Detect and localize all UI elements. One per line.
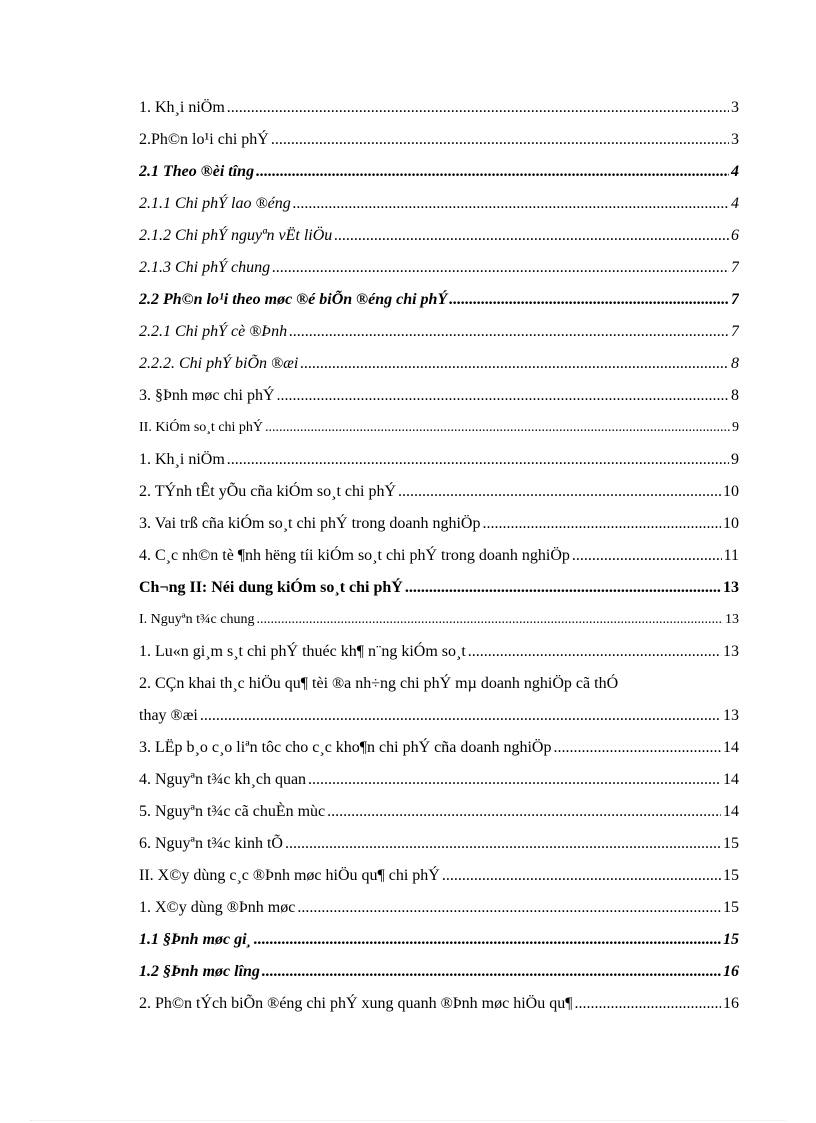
toc-entry-leader [293,188,729,220]
toc-entry[interactable] [139,764,739,796]
toc-entry[interactable] [139,796,739,828]
toc-entry-leader [277,380,729,412]
toc-entry-leader [327,796,721,828]
toc-entry-leader [271,124,729,156]
toc-entry-title: Ch¬ng II: Néi dung kiÓm so¸t chi phÝ [139,579,403,596]
toc-entry-title: 2. CÇn khai th¸c hiÖu qu¶ tèi ®a nh÷ng chi phÝ mµ doanh nghiÖp cã thÓ [139,675,619,692]
toc-entry-leader [227,444,729,476]
toc-entry-title: 1. Kh¸i niÖm [139,99,225,116]
toc-entry-title: I. Nguyªn t¾c chung [139,612,255,627]
toc-entry-leader [262,956,721,988]
toc-entry-title: 2.2 Ph©n lo¹i theo møc ®é biÕn ®éng chi phÝ [139,291,448,308]
toc-entry[interactable] [139,412,739,444]
toc-entry-title: 1.1 §Þnh møc gi¸ [139,931,252,948]
toc-entry-title: 4. C¸c nh©n tè ¶nh hëng tíi kiÓm so¸t chi phÝ trong doanh nghiÖp [139,547,570,564]
toc-entry-page-number: 7 [731,323,739,340]
toc-entry-page-number: 10 [723,483,739,500]
toc-entry[interactable] [139,732,739,764]
toc-entry-page-number: 15 [723,899,739,916]
toc-entry[interactable] [139,348,739,380]
toc-entry[interactable] [139,220,739,252]
toc-entry-page-number: 3 [731,99,739,116]
toc-entry[interactable] [139,700,739,732]
toc-entry-page-number: 15 [723,931,739,948]
toc-entry-leader [256,604,723,636]
toc-entry-title: 2.2.1 Chi phÝ cè ®Þnh [139,323,288,340]
toc-entry-leader [334,220,729,252]
toc-entry-title: 2. Ph©n tÝch biÕn ®éng chi phÝ xung quanh ®Þnh møc hiÖu qu¶ [139,995,573,1012]
toc-entry-title: 1. Lu«n gi¸m s¸t chi phÝ thuéc kh¶ n¨ng kiÓm so¸t [139,643,466,660]
toc-entry-title: II. X©y dùng c¸c ®Þnh møc hiÖu qu¶ chi phÝ [139,867,440,884]
toc-entry-leader [256,156,729,188]
toc-entry-leader [398,476,721,508]
toc-entry-leader [285,828,721,860]
toc-entry[interactable] [139,572,739,604]
toc-entry[interactable] [139,924,739,956]
toc-entry-leader [574,988,721,1020]
toc-entry-page-number: 4 [731,163,739,180]
toc-entry[interactable] [139,540,739,572]
toc-entry-leader [482,508,721,540]
toc-entry-page-number: 11 [723,547,739,564]
toc-entry-page-number: 8 [731,355,739,372]
toc-entry-page-number: 8 [731,387,739,404]
toc-entry[interactable] [139,316,739,348]
toc-entry-leader [289,316,729,348]
toc-entry-page-number: 3 [731,131,739,148]
toc-entry-leader [200,700,721,732]
toc-entry-page-number: 13 [723,579,739,596]
toc-entry-title: thay ®æi [139,707,198,724]
toc-entry-page-number: 14 [723,771,739,788]
toc-entry[interactable] [139,828,739,860]
table-of-contents [139,92,739,1020]
toc-entry-page-number: 16 [723,995,739,1012]
toc-entry-page-number: 4 [731,195,739,212]
toc-entry[interactable] [139,476,739,508]
toc-entry[interactable] [139,860,739,892]
toc-entry[interactable] [139,444,739,476]
toc-entry[interactable] [139,668,739,700]
toc-entry-page-number: 10 [723,515,739,532]
toc-entry-title: 3. Vai trß cña kiÓm so¸t chi phÝ trong doanh nghiÖp [139,515,481,532]
toc-entry-title: 2.1 Theo ®èi tîng [139,163,255,180]
toc-entry-title: 3. §Þnh møc chi phÝ [139,387,275,404]
toc-entry[interactable] [139,988,739,1020]
toc-entry-page-number: 15 [723,835,739,852]
toc-entry-title: 1. X©y dùng ®Þnh møc [139,899,296,916]
toc-entry-leader [297,892,721,924]
toc-entry[interactable] [139,956,739,988]
toc-entry-leader [572,540,722,572]
toc-entry-page-number: 9 [731,451,739,468]
toc-entry[interactable] [139,124,739,156]
toc-entry-title: 2.Ph©n lo¹i chi phÝ [139,131,269,148]
toc-entry-leader [468,636,721,668]
toc-entry[interactable] [139,156,739,188]
toc-entry[interactable] [139,380,739,412]
toc-entry-page-number: 14 [723,803,739,820]
toc-entry-title: 2.1.2 Chi phÝ nguyªn vËt liÖu [139,227,333,244]
toc-entry-title: 3. LËp b¸o c¸o liªn tôc cho c¸c kho¶n chi phÝ cña doanh nghiÖp [139,739,552,756]
toc-entry-title: 1.2 §Þnh møc lîng [139,963,260,980]
toc-entry-title: 4. Nguyªn t¾c kh¸ch quan [139,771,307,788]
toc-entry-page-number: 13 [723,643,739,660]
toc-entry-title: 2.2.2. Chi phÝ biÕn ®æi [139,355,299,372]
toc-entry-leader [227,92,729,124]
toc-entry[interactable] [139,604,739,636]
toc-entry-page-number: 6 [731,227,739,244]
toc-entry-leader [442,860,721,892]
toc-entry[interactable] [139,92,739,124]
toc-entry-title: II. KiÓm so¸t chi phÝ [139,420,264,435]
toc-entry[interactable] [139,252,739,284]
toc-entry-page-number: 14 [723,739,739,756]
toc-entry-page-number: 7 [731,259,739,276]
toc-entry-leader [308,764,721,796]
toc-entry-title: 6. Nguyªn t¾c kinh tÕ [139,835,283,852]
toc-entry[interactable] [139,636,739,668]
toc-entry-leader [272,252,729,284]
toc-entry-title: 2.1.1 Chi phÝ lao ®éng [139,195,291,212]
toc-entry[interactable] [139,508,739,540]
toc-entry-leader [553,732,721,764]
toc-entry-page-number: 15 [723,867,739,884]
toc-entry-page-number: 9 [732,420,739,435]
toc-entry-leader [449,284,729,316]
toc-entry[interactable] [139,188,739,220]
toc-entry-leader [254,924,721,956]
toc-entry-page-number: 13 [725,612,739,627]
toc-entry-page-number: 13 [723,707,739,724]
toc-entry-page-number: 7 [731,291,739,308]
page-bottom-divider [30,1120,786,1121]
toc-entry-leader [405,572,721,604]
toc-entry-title: 2. TÝnh tÊt yÕu cña kiÓm so¸t chi phÝ [139,483,397,500]
toc-entry-title: 2.1.3 Chi phÝ chung [139,259,271,276]
toc-entry-title: 5. Nguyªn t¾c cã chuÈn mùc [139,803,326,820]
toc-entry[interactable] [139,892,739,924]
toc-entry-page-number: 16 [723,963,739,980]
toc-entry-leader [300,348,729,380]
toc-entry-title: 1. Kh¸i niÖm [139,451,225,468]
toc-entry-leader [265,412,730,444]
toc-entry[interactable] [139,284,739,316]
